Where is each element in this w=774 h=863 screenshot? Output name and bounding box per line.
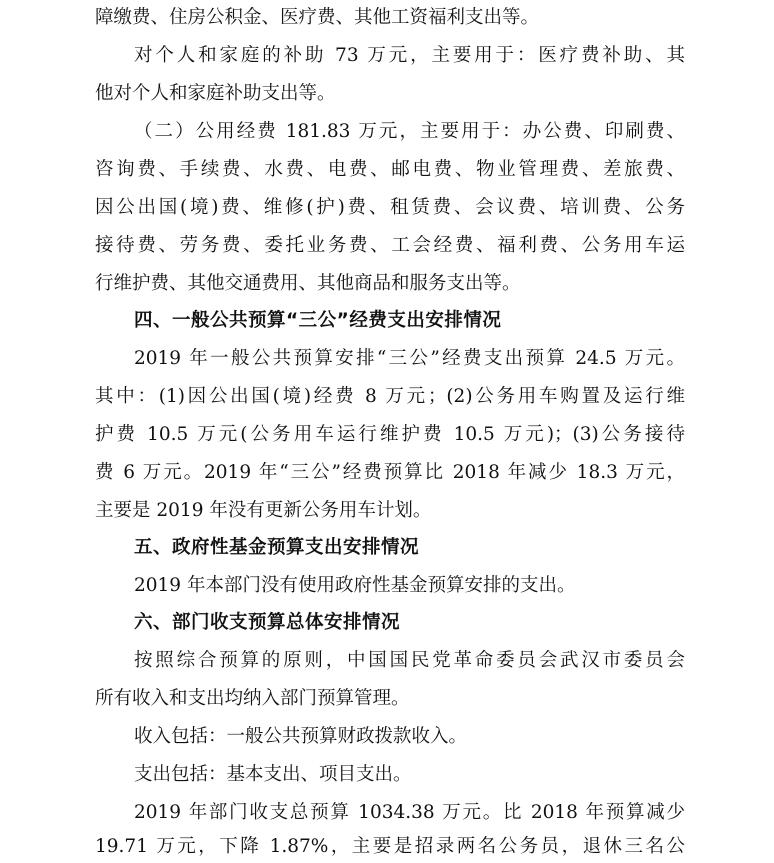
text-line: 支出包括：基本支出、项目支出。 — [134, 764, 412, 785]
text-line: 其中：(1)因公出国(境)经费 8 万元；(2)公务用车购置及运行维 — [95, 386, 685, 407]
text-line: 咨询费、手续费、水费、电费、邮电费、物业管理费、差旅费、 — [95, 159, 685, 180]
text-line: 他对个人和家庭补助支出等。 — [95, 83, 336, 104]
text-line: 行维护费、其他交通费用、其他商品和服务支出等。 — [95, 273, 521, 294]
text-line: 对个人和家庭的补助 73 万元，主要用于：医疗费补助、其 — [134, 45, 685, 66]
text-line: 主要是 2019 年没有更新公务用车计划。 — [95, 500, 432, 521]
text-line: 护费 10.5 万元(公务用车运行维护费 10.5 万元)；(3)公务接待 — [95, 424, 685, 445]
section-heading: 六、部门收支预算总体安排情况 — [134, 612, 401, 633]
text-line: 按照综合预算的原则，中国国民党革命委员会武汉市委员会 — [134, 650, 685, 671]
text-line: 19.71 万元，下降 1.87%，主要是招录两名公务员，退休三名公 — [95, 836, 685, 857]
text-line: 所有收入和支出均纳入部门预算管理。 — [95, 688, 410, 709]
text-line: 障缴费、住房公积金、医疗费、其他工资福利支出等。 — [95, 7, 540, 28]
text-line: 2019 年部门收支总预算 1034.38 万元。比 2018 年预算减少 — [134, 802, 685, 823]
section-heading: 五、政府性基金预算支出安排情况 — [134, 537, 420, 558]
text-line: 因公出国(境)费、维修(护)费、租赁费、会议费、培训费、公务 — [95, 197, 685, 218]
text-line: 2019 年一般公共预算安排“三公”经费支出预算 24.5 万元。 — [134, 348, 685, 369]
text-line: （二）公用经费 181.83 万元，主要用于：办公费、印刷费、 — [134, 121, 685, 142]
text-line: 收入包括：一般公共预算财政拨款收入。 — [134, 726, 468, 747]
text-line: 费 6 万元。2019 年“三公”经费预算比 2018 年减少 18.3 万元， — [95, 462, 685, 483]
section-heading: 四、一般公共预算“三公”经费支出安排情况 — [134, 310, 502, 331]
text-line: 接待费、劳务费、委托业务费、工会经费、福利费、公务用车运 — [95, 235, 685, 256]
text-line: 2019 年本部门没有使用政府性基金预算安排的支出。 — [134, 575, 576, 596]
